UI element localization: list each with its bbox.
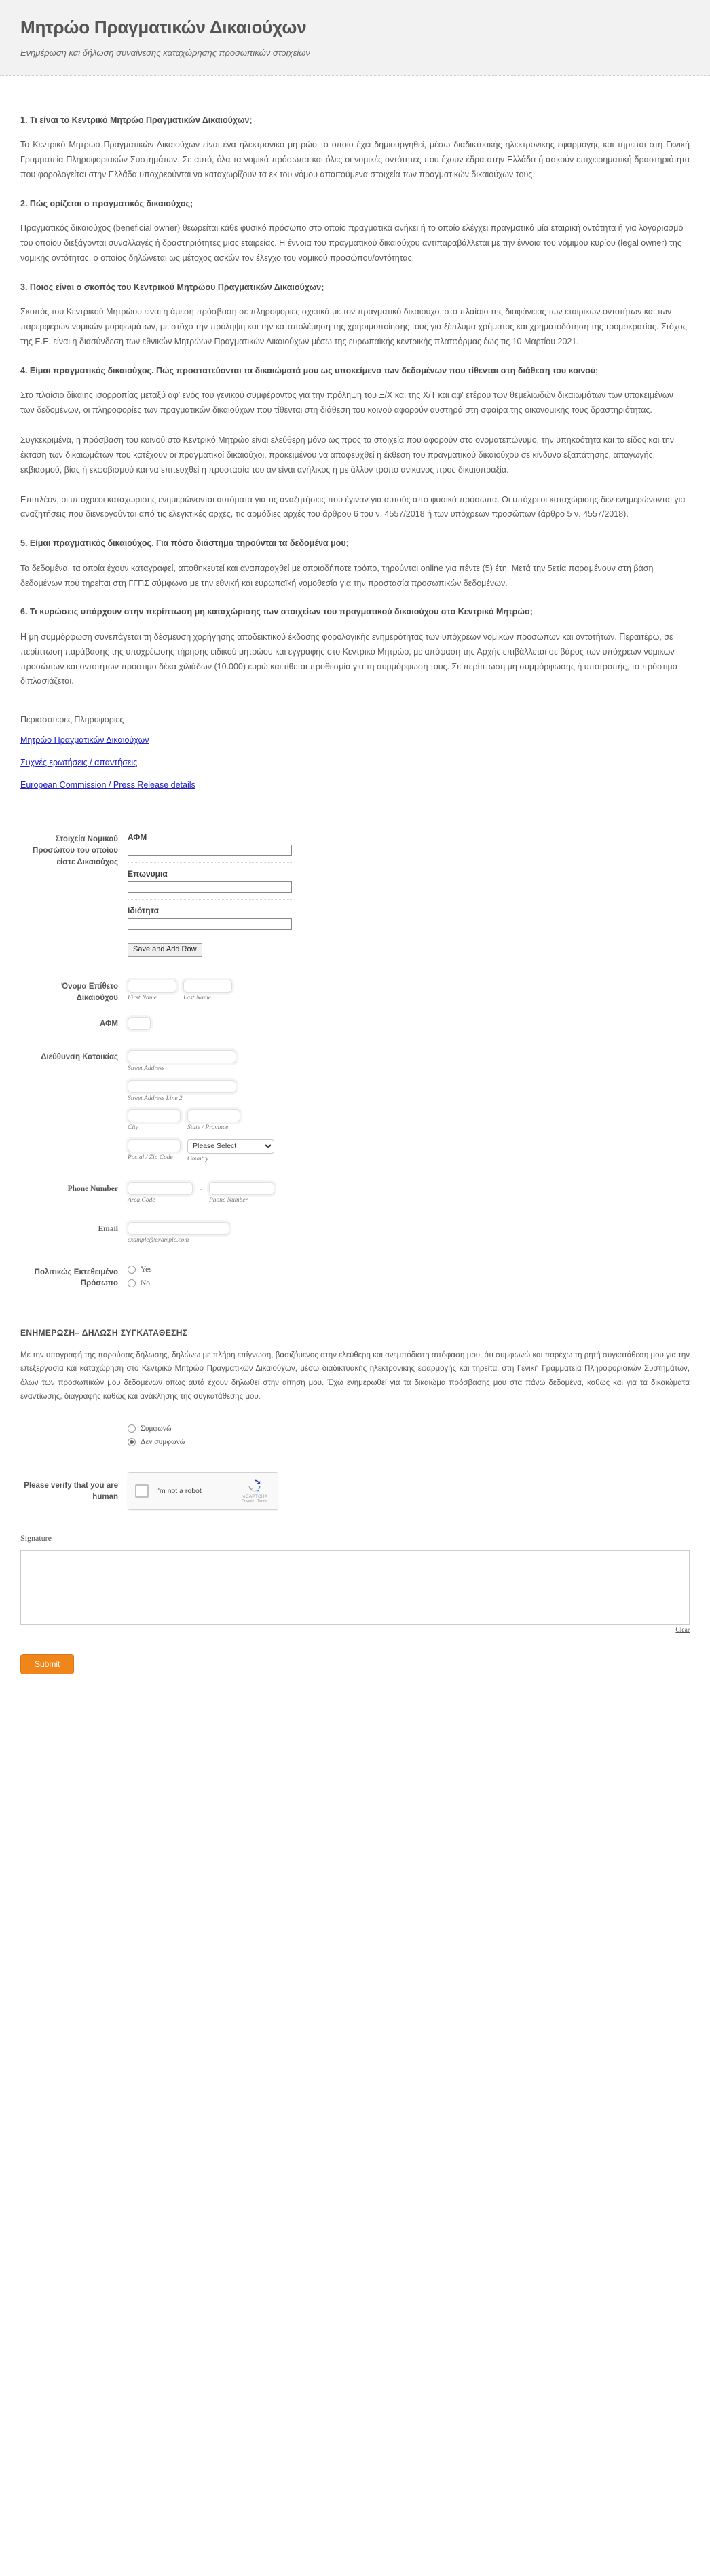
phone-number-input[interactable] [209,1182,274,1195]
consent-body: Με την υπογραφή της παρούσας δήλωσης, δηλώνω με πλήρη επίγνωση, βασιζόμενος στην ελεύθερη και ανεμπόδιστη απόφαση μου, ότι συμφωνώ και παρέχω τη ρητή συγκατάθεση μου για την επεξεργασία και καταχώρηση στο Κεντρικό Μητρώο Πραγματικών Δικαιούχων, μέσω διαδικτυακής ηλεκτρονικής εφαρμογής και τηρείται στη Γενική Γραμματεία Πληροφοριακών Συστημάτων, όλων των προσωπικών μου δεδομένων όπως αυτά έχουν δηλωθεί στην αίτηση μου. Έχω ενημερωθεί για τα δικαιώμα πρόσβασης μου στα πάνω δεδομένα, καθώς και για τα δικαιώματα εναντίωσης, διαγραφής καθώς και ανάκλησης της συγκατάθεσης μου. [20,1350,690,1401]
informational-text [0,114,710,792]
postal-code-caption: Postal / Zip Code [128,1154,173,1161]
link-european-commission[interactable]: European Commission / Press Release details [20,780,195,790]
phone-separator: - [200,1183,202,1194]
section-3-body: Σκοπός του Κεντρικού Μητρώου είναι η άμεση πρόσβαση σε πληροφορίες σχετικά με τον πραγματικό δικαιούχο, στο πλαίσιο της διαφάνειας των εταιρικών οντοτήτων και των παρεμφερών νομικών μορφωμάτων, με στόχο την πρόληψη και την καταπολέμηση της χρησιμοποίησής τους για ξέπλυμα χρήματος και χρηματοδότηση της τρομοκρατίας. Στόχος της Ε.Ε. είναι η διασύνδεση των εθνικών Μητρώων Πραγματικών Δικαιούχων μέσω της ευρωπαϊκής κεντρικής πλατφόρμας έως τις 10 Μαρτίου 2021. [20,307,687,346]
section-6-body: Η μη συμμόρφωση συνεπάγεται τη δέσμευση χορήγησης αποδεικτικού έκδοσης φορολογικής ενημερότητας των υπόχρεων νομικών προσώπων και οντοτήτων. Περαιτέρω, σε περίπτωση παράβασης της υποχρέωσης τήρησης ειδικού μητρώου και εγγραφής στο Κεντρικό Μητρώο, με απόφαση της Αρχής επιβάλλεται σε βάρος των υπόχρεων νομικών προσώπων και οντοτήτων πρόστιμο δέκα χιλιάδων (10.000) ευρώ και τίθεται προθεσμία για τη συμμόρφωσή τους. Σε περίπτωση μη συμμόρφωσης ή υποτροπής, το πρόστιμο διπλασιάζεται. [20,631,677,686]
pep-option-yes[interactable] [128,1266,690,1274]
pep-option-yes-label: Yes [141,1265,152,1274]
street-address-input[interactable] [128,1050,236,1063]
signature-pad[interactable] [20,1550,690,1625]
consent-radio-group [128,1424,690,1452]
save-and-add-row-button[interactable]: Save and Add Row [128,943,202,957]
field-legal-entity [20,832,690,957]
legal-entity-subform [128,832,690,957]
subfield-label-eponymia: Επωνυμια [128,869,168,879]
subfield-afm [128,832,690,856]
divider [128,899,292,900]
area-code-caption: Area Code [128,1196,155,1204]
email-input[interactable] [128,1222,229,1235]
street-address-2-input[interactable] [128,1080,236,1093]
form-fields [0,801,710,1292]
radio-icon [128,1266,136,1274]
submit-section [0,1634,710,1701]
radio-icon [128,1279,136,1287]
city-state-group [128,1109,690,1132]
legal-entity-eponymia-input[interactable] [128,881,292,893]
street-address-2-caption: Street Address Line 2 [128,1094,183,1102]
name-inputs-group [128,980,690,1002]
city-input[interactable] [128,1109,181,1122]
radio-icon [128,1438,136,1446]
area-code-input[interactable] [128,1182,193,1195]
field-label-beneficiary-name: Όνομα Επίθετο Δικαιούχου [61,982,118,1002]
consent-choice-block [0,1404,710,1510]
link-row [20,734,690,746]
subfield-eponymia [128,869,690,893]
more-info-links [20,715,690,791]
address-group [128,1050,690,1163]
legal-entity-afm-input[interactable] [128,845,292,856]
subfield-label-afm: ΑΦΜ [128,832,147,843]
recaptcha-brand-text: reCAPTCHA [241,1494,268,1499]
link-row [20,779,690,791]
field-phone [20,1182,690,1204]
field-afm [20,1017,690,1030]
consent-option-disagree-label: Δεν συμφωνώ [141,1437,185,1446]
field-label-legal-entity: Στοιχεία Νομικού Προσώπου του οποίου είστε Δικαιούχος [33,835,118,866]
state-caption: State / Province [187,1124,229,1132]
consent-option-disagree[interactable] [128,1438,690,1446]
divider [128,862,292,863]
section-3-heading: 3. Ποιος είναι ο σκοπός του Κεντρικού Μητρώου Πραγματικών Δικαιούχων; [20,282,324,292]
page-subtitle: Ενημέρωση και δήλωση συναίνεσης καταχώρησης προσωπικών στοιχείων [20,47,310,58]
signature-section [0,1533,710,1634]
phone-number-caption: Phone Number [209,1196,248,1204]
pep-option-no-label: No [141,1278,151,1287]
field-address [20,1050,690,1163]
section-2-heading: 2. Πώς ορίζεται ο πραγματικός δικαιούχος; [20,198,193,208]
field-label-address: Διεύθυνση Κατοικίας [41,1053,118,1062]
more-info-label: Περισσότερες Πληροφορίες [20,715,124,725]
recaptcha-checkbox[interactable] [135,1484,149,1498]
country-select[interactable] [187,1139,274,1154]
top-spacer [0,76,710,114]
postal-code-input[interactable] [128,1139,181,1152]
pep-radio-group [128,1266,690,1293]
consent-title: ΕΝΗΜΕΡΩΣΗ– ΔΗΛΩΣΗ ΣΥΓΚΑΤΑΘΕΣΗΣ [20,1327,188,1338]
link-registry[interactable]: Μητρώο Πραγματικών Δικαιούχων [20,735,149,746]
link-row [20,756,690,769]
street-address-caption: Street Address [128,1065,165,1073]
field-consent-choice [20,1424,690,1452]
zip-country-group [128,1139,690,1163]
section-4-heading: 4. Είμαι πραγματικός δικαιούχος. Πώς προστατεύονται τα δικαιώματά μου ως υποκείμενο των δεδομένων που τίθενται στη διάθεση του κοινού; [20,365,599,375]
field-label-pep: Πολιτικώς Εκτεθειμένο Πρόσωπο [34,1268,118,1288]
field-label-email: Email [98,1225,118,1234]
radio-icon [128,1424,136,1433]
city-caption: City [128,1124,138,1132]
legal-entity-idiotita-input[interactable] [128,918,292,930]
last-name-caption: Last Name [183,995,211,1002]
section-6-heading: 6. Τι κυρώσεις υπάρχουν στην περίπτωση μη καταχώρισης των στοιχείων του πραγματικού δικαιούχου στο Κεντρικό Μητρώο; [20,607,533,617]
subfield-label-idiotita: Ιδιότητα [128,906,160,916]
country-caption: Country [187,1155,209,1162]
section-2-body: Πραγματικός δικαιούχος (beneficial owner) θεωρείται κάθε φυσικό πρόσωπο στο οποίο πραγματικά ανήκει ή το οποίο ελέγχει πραγματικά μία εταιρική οντότητα ή για λογαριασμό του οποίου διεξάγονται συναλλαγές ή δραστηριότητες μιας εταιρείας. Η έννοια του πραγματικού δικαιούχου αντιπαραβάλλεται με την έννοια του νόμιμου κυρίου (legal owner) της νομικής οντότητας, ο οποίος δηλώνεται ως μέτοχος ασκών τον έλεγχο του νομικού προσώπου/οντότητας. [20,223,684,263]
consent-option-agree[interactable] [128,1424,690,1433]
last-name-input[interactable] [183,980,232,993]
section-4-body-2: Συγκεκριμένα, η πρόσβαση του κοινού στο Κεντρικό Μητρώο είναι ελεύθερη μόνο ως προς τα στοιχεία που αφορούν στο ονοματεπώνυμο, την υπηκοότητα και το είδος και την έκταση των δικαιωμάτων που κατέχουν οι πραγματικοί δικαιούχοι, προκειμένου να αποφευχθεί η έκθεση του πραγματικού δικαιούχου σε κίνδυνο εξαπάτησης, απαγωγής, εκβιασμού, βίας ή εκφοβισμού και να επιτευχθεί η προστασία του αν είναι ανήλικος ή με άλλον τρόπο ανίκανος προς δικαιοπραξία. [20,435,675,475]
recaptcha-widget[interactable] [128,1472,278,1510]
section-5-body: Τα δεδομένα, τα οποία έχουν καταγραφεί, αποθηκευτεί και αναπαραχθεί με οποιοδήποτε τρόπο, τηρούνται online για πέντε (5) έτη. Μετά την 5ετία παραμένουν στη βάση δεδομένων που τηρείται στη ΓΓΠΣ σύμφωνα με την εθνική και ευρωπαϊκή νομοθεσία για την προστασία προσωπικών δεδομένων. [20,563,654,588]
phone-group [128,1182,690,1204]
section-5-heading: 5. Είμαι πραγματικός δικαιούχος. Για πόσο διάστημα τηρούνται τα δεδομένα μου; [20,538,349,549]
recaptcha-branding [237,1477,272,1503]
field-captcha [20,1472,690,1510]
recaptcha-legal-text: Privacy - Terms [242,1498,267,1503]
section-4-body: Στο πλαίσιο δίκαιης ισορροπίας μεταξύ αφ' ενός του γενικού συμφέροντος για την πρόληψη του Ξ/Χ και της Χ/Τ και αφ' ετέρου των θεμελιωδών δικαιωμάτων των υποκειμένων των δεδομένων, οι πληροφορίες των πραγματικών δικαιούχων που τίθενται στη διάθεση του κοινού αφορούν αυστηρά στη σφαίρα της οικονομικής τους δραστηριότητας. [20,390,673,416]
signature-label: Signature [20,1532,52,1543]
section-1-heading: 1. Τι είναι το Κεντρικό Μητρώο Πραγματικών Δικαιούχων; [20,115,253,125]
state-input[interactable] [187,1109,240,1122]
section-1-body: Το Κεντρικό Μητρώο Πραγματικών Δικαιούχων είναι ένα ηλεκτρονικό μητρώο το οποίο έχει δημιουργηθεί, μέσω διαδικτυακής ηλεκτρονικής εφαρμογής και τηρείται στη Γενική Γραμματεία Πληροφοριακών Συστημάτων. Σε αυτό, όλα τα νομικά πρόσωπα και όλες οι νομικές οντότητες που έχουν έδρα στην Ελλάδα ή ασκούν επιχειρηματική δραστηριότητα που φορολογείται στην Ελλάδα υποχρεούνται να καταχωρίζουν τα εκ του νόμου απαιτούμενα στοιχεία των πραγματικών δικαιούχων τους. [20,140,690,179]
afm-input[interactable] [128,1017,151,1030]
page-title: Μητρώο Πραγματικών Δικαιούχων [20,17,307,37]
subfield-idiotita [128,906,690,930]
link-faq[interactable]: Συχνές ερωτήσεις / απαντήσεις [20,758,138,768]
email-caption: example@example.com [128,1237,189,1245]
field-email [20,1222,690,1245]
field-label-afm: ΑΦΜ [99,1020,118,1029]
section-4-body-3: Επιπλέον, οι υπόχρεοι καταχώρισης ενημερώνονται αυτόματα για τις αναζητήσεις που έγιναν για αυτούς από φυσικά πρόσωπα. Οι υπόχρεοι καταχώρισης δεν ενημερώνονται για αναζητήσεις που διενεργούνται από τις ελεγκτικές αρχές, τις αρμόδιες αρχές του άρθρου 6 του ν. 4557/2018 ή των υπόχρεων προσώπων (άρθρο 5 ν. 4557/2018). [20,494,686,519]
form-header [0,0,710,76]
consent-section [0,1305,710,1404]
first-name-caption: First Name [128,995,157,1002]
pep-option-no[interactable] [128,1279,690,1287]
field-pep [20,1266,690,1293]
field-label-phone: Phone Number [67,1184,118,1193]
submit-button[interactable]: Submit [20,1654,74,1674]
first-name-input[interactable] [128,980,176,993]
field-label-captcha: Please verify that you are human [24,1481,118,1501]
consent-option-agree-label: Συμφωνώ [141,1424,172,1433]
recaptcha-label: I'm not a robot [156,1486,202,1495]
recaptcha-icon [246,1477,263,1494]
field-beneficiary-name [20,980,690,1004]
signature-clear-button[interactable]: Clear [675,1626,690,1634]
